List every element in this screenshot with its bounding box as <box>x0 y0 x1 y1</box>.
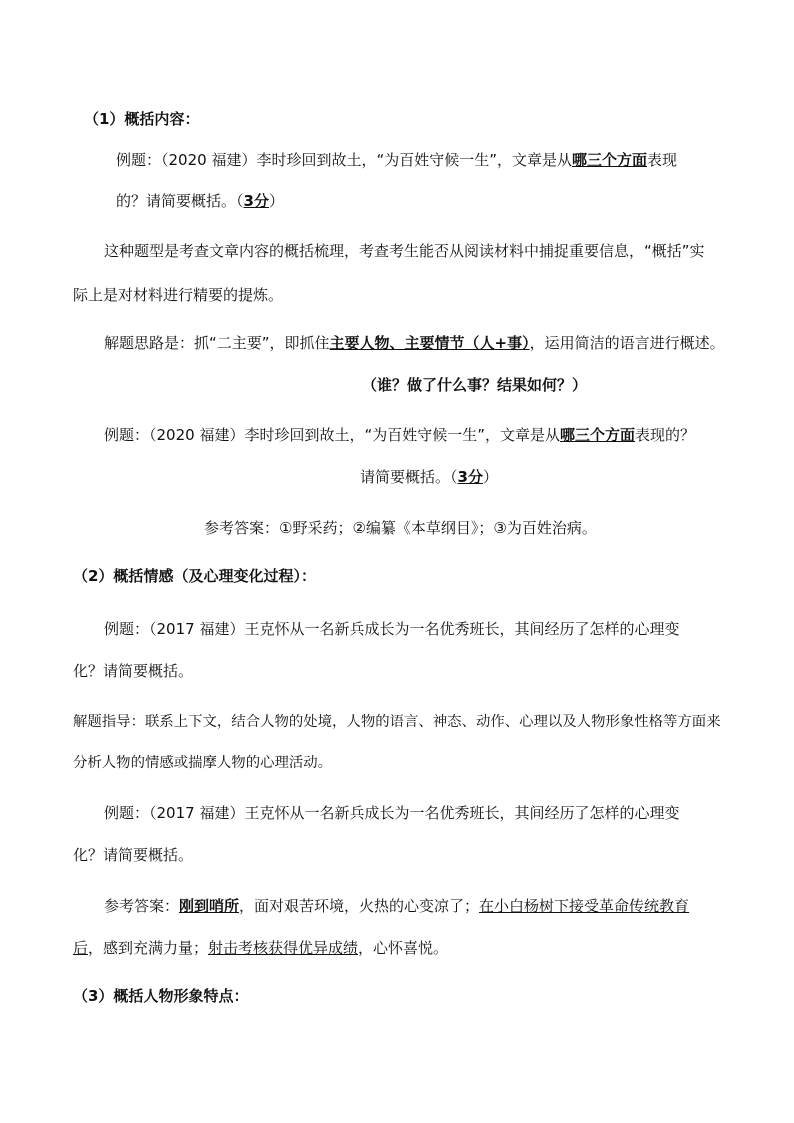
section1-example-line1: 例题：（2020 福建）李时珍回到故土，“为百姓守候一生”，文章是从哪三个方面表现 <box>116 151 678 169</box>
section3-heading: （3）概括人物形象特点： <box>73 987 249 1005</box>
section2-guide-line1: 解题指导：联系上下文，结合人物的处境，人物的语言、神态、动作、心理以及人物形象性格等方面来 <box>73 714 721 730</box>
section1-approach-note: （谁？做了什么事？结果如何？） <box>362 376 588 394</box>
section2-heading: （2）概括情感（及心理变化过程）： <box>73 567 316 585</box>
section2-example-line2: 化？请简要概括。 <box>73 662 194 680</box>
section1-example-line2: 的？请简要概括。（3分） <box>116 192 284 210</box>
section1-example-repeat-line1: 例题：（2020 福建）李时珍回到故土，“为百姓守候一生”，文章是从哪三个方面表现的？ <box>104 426 696 444</box>
section1-answer: 参考答案：①野采药；②编纂《本草纲目》；③为百姓治病。 <box>204 519 597 537</box>
section2-guide-line2: 分析人物的情感或揣摩人物的心理活动。 <box>73 755 333 771</box>
section2-example-repeat-line2: 化？请简要概括。 <box>73 846 194 864</box>
section1-heading: （1）概括内容： <box>84 110 200 128</box>
section1-explain-line1: 这种题型是考查文章内容的概括梳理，考查考生能否从阅读材料中捕捉重要信息，“概括”实 <box>104 242 705 260</box>
section2-example-repeat-line1: 例题：（2017 福建）王克怀从一名新兵成长为一名优秀班长，其间经历了怎样的心理变 <box>104 804 680 822</box>
section1-explain-line2: 际上是对材料进行精要的提炼。 <box>73 286 284 304</box>
section2-answer-line1: 参考答案：刚到哨所，面对艰苦环境，火热的心变凉了；在小白杨树下接受革命传统教育 <box>104 897 690 915</box>
section1-approach: 解题思路是：抓“二主要”，即抓住主要人物、主要情节（人+事），运用简洁的语言进行概述。 <box>104 334 725 352</box>
section2-answer-line2: 后，感到充满力量；射击考核获得优异成绩，心怀喜悦。 <box>73 939 449 957</box>
section2-example-line1: 例题：（2017 福建）王克怀从一名新兵成长为一名优秀班长，其间经历了怎样的心理变 <box>104 620 680 638</box>
section1-example-repeat-line2: 请简要概括。（3分） <box>360 468 498 486</box>
